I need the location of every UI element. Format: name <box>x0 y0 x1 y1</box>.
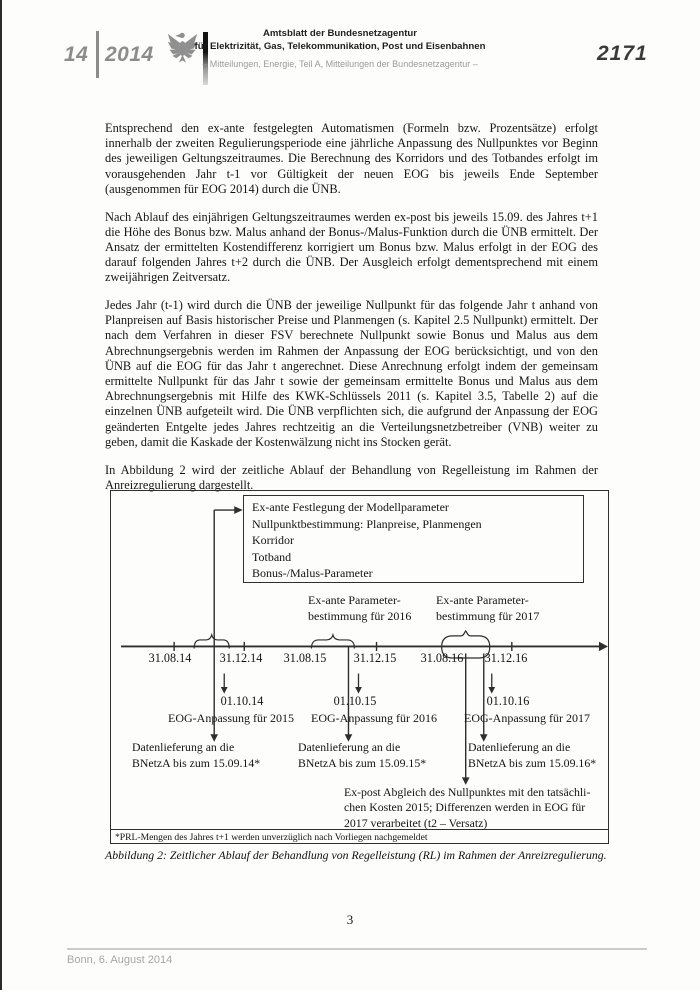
page-number: 3 <box>346 912 354 927</box>
param-line-1: Ex-ante Festlegung der Modellparameter <box>252 500 449 514</box>
label-exante-2016: Ex-ante Parameter- bestimmung für 2016 <box>308 593 412 623</box>
figure-footnote-rule <box>111 829 608 830</box>
descender-arrow-2014 <box>210 639 218 741</box>
paragraph-2: Nach Ablauf des einjährigen Geltungszeitraumes werden ex-post bis jeweils 15.09. des Jahres t+1 die Höhe des Bonus bzw. Malus anhand der Bonus-/Malus-Funktion durch die ÜNB ermittelt. Der Ansatz der ermittelten Kostendifferenz korrigiert um Bonus bzw. Malus erfolgt in der EOG des darauf folgenden Jahres t+2 durch die ÜNB. Der Ausgleich erfolgt dementsprechend mit einem zweijährigen Zeitversatz. <box>105 209 598 285</box>
adjustment-date-2016: 01.10.16 <box>486 694 530 708</box>
paragraph-3: Jedes Jahr (t-1) wird durch die ÜNB der jeweilige Nullpunkt für das folgende Jahr t anhand von Planpreisen auf Basis historischer Preise und Planmengen (s. Kapitel 2.5 Nullpunkt) ermittelt. Der nach dem Verfahren in dieser FSV berechnete Nullpunkt sowie Bonus und Malus aus dem Abrechnungsergebnis werden im Rahmen der Anpassung der EOG berücksichtigt, und von den ÜNB auf die EOG für das Jahr t angerechnet. Diese Anrechnung erfolgt indem der gemeinsam ermittelte Nullpunkt für das Jahr t sowie der gemeinsam ermittelte Bonus und Malus aus dem Abrechnungsergebnis mit Hilfe des KWK-Schlüssels 2011 (s. Kapitel 3.5, Tabelle 2) auf die einzelnen ÜNB aufgeteilt wird. Die ÜNB verpflichten sich, die aufgrund der Anpassung der EOG geänderten Entgelte jedes Jahres rechtzeitig an die Verteilungsnetzbetreiber (VNB) weiter zu geben, damit die Kaskade der Kostenwälzung nicht ins Stocken gerät. <box>105 298 598 449</box>
connector-arrowhead-icon <box>234 506 243 514</box>
eog-label-2017: EOG-Anpassung für 2017 <box>464 711 590 725</box>
timeline-date-5: 31.08.16 <box>420 651 464 665</box>
body-text <box>105 121 598 505</box>
paragraph-1: Entsprechend den ex-ante festgelegten Automatismen (Formeln bzw. Prozentsätze) erfolgt innerhalb der zweiten Regulierungsperiode eine jährliche Anpassung des Nullpunktes vor Beginn des jeweiligen Geltungszeitraumes. Die Berechnung des Korridors und des Totbandes erfolgt im vorausgehenden Jahr t-1 vor Gültigkeit der neuen EOG bis jeweils Ende September (ausgenommen für EOG 2014) durch die ÜNB. <box>105 121 598 196</box>
timeline-date-2: 31.12.14 <box>219 651 263 665</box>
footer-rule <box>67 948 647 950</box>
gazette-title-block <box>190 28 490 70</box>
issue-year: 2014 <box>105 43 154 66</box>
figure-timeline-diagram <box>110 490 609 844</box>
param-line-2: Nullpunktbestimmung: Planpreise, Planmengen <box>252 516 482 531</box>
footer-place-date: Bonn, 6. August 2014 <box>67 954 173 966</box>
scan-edge-artifact <box>0 0 2 990</box>
connector-arrow <box>214 506 243 639</box>
gazette-title-line1: Amtsblatt der Bundesnetzagentur <box>262 28 418 39</box>
data-delivery-2015: Datenlieferung an die BNetzA bis zum 15.09.15* <box>298 740 427 770</box>
model-parameter-box <box>243 495 584 583</box>
timeline-arrowhead-icon <box>599 642 608 651</box>
timeline-date-4: 31.12.15 <box>353 651 397 665</box>
eog-label-2016: EOG-Anpassung für 2016 <box>311 711 437 725</box>
data-delivery-2016: Datenlieferung an die BNetzA bis zum 15.09.16* <box>468 740 597 770</box>
short-arrow-2014 <box>221 674 228 694</box>
paragraph-4: In Abbildung 2 wird der zeitliche Ablauf der Behandlung von Regelleistung im Rahmen der Anreizregulierung dargestellt. <box>105 462 598 492</box>
gazette-title-line2: für Elektrizität, Gas, Telekommunikation, Post und Eisenbahnen <box>194 40 486 52</box>
running-page-code: 2171 <box>597 42 648 65</box>
timeline-date-6: 31.12.16 <box>484 651 528 665</box>
short-arrow-2016 <box>488 674 495 694</box>
adjustment-date-2015: 01.10.15 <box>333 694 377 708</box>
figure-caption: Abbildung 2: Zeitlicher Ablauf der Behandlung von Regelleistung (RL) im Rahmen der Anreizregulierung. <box>105 848 607 862</box>
eog-label-2015: EOG-Anpassung für 2015 <box>168 711 294 725</box>
timeline-date-1: 31.08.14 <box>148 651 192 665</box>
issue-divider-bar <box>96 31 99 78</box>
label-exante-2017: Ex-ante Parameter- bestimmung für 2017 <box>436 593 540 623</box>
issue-number: 14 <box>64 43 89 66</box>
data-delivery-2014: Datenlieferung an die BNetzA bis zum 15.09.14* <box>132 740 261 770</box>
param-line-4: Totband <box>252 549 292 564</box>
param-line-5: Bonus-/Malus-Parameter <box>252 566 373 581</box>
adjustment-date-2014: 01.10.14 <box>220 694 264 708</box>
figure-footnote: *PRL-Mengen des Jahres t+1 werden unverzüglich nach Vorliegen nachgemeldet <box>115 832 428 843</box>
short-arrow-2015 <box>355 674 362 694</box>
ex-post-note: Ex-post Abgleich des Nullpunktes mit den tatsächli- chen Kosten 2015; Differenzen werden in EOG für 2017 verarbeitet (t2 – Versatz) <box>344 785 591 830</box>
timeline-date-3: 31.08.15 <box>283 651 327 665</box>
param-line-3: Korridor <box>252 533 294 548</box>
gazette-subtitle: – Mitteilungen, Energie, Teil A, Mitteilungen der Bundesnetzagentur – <box>202 59 478 69</box>
